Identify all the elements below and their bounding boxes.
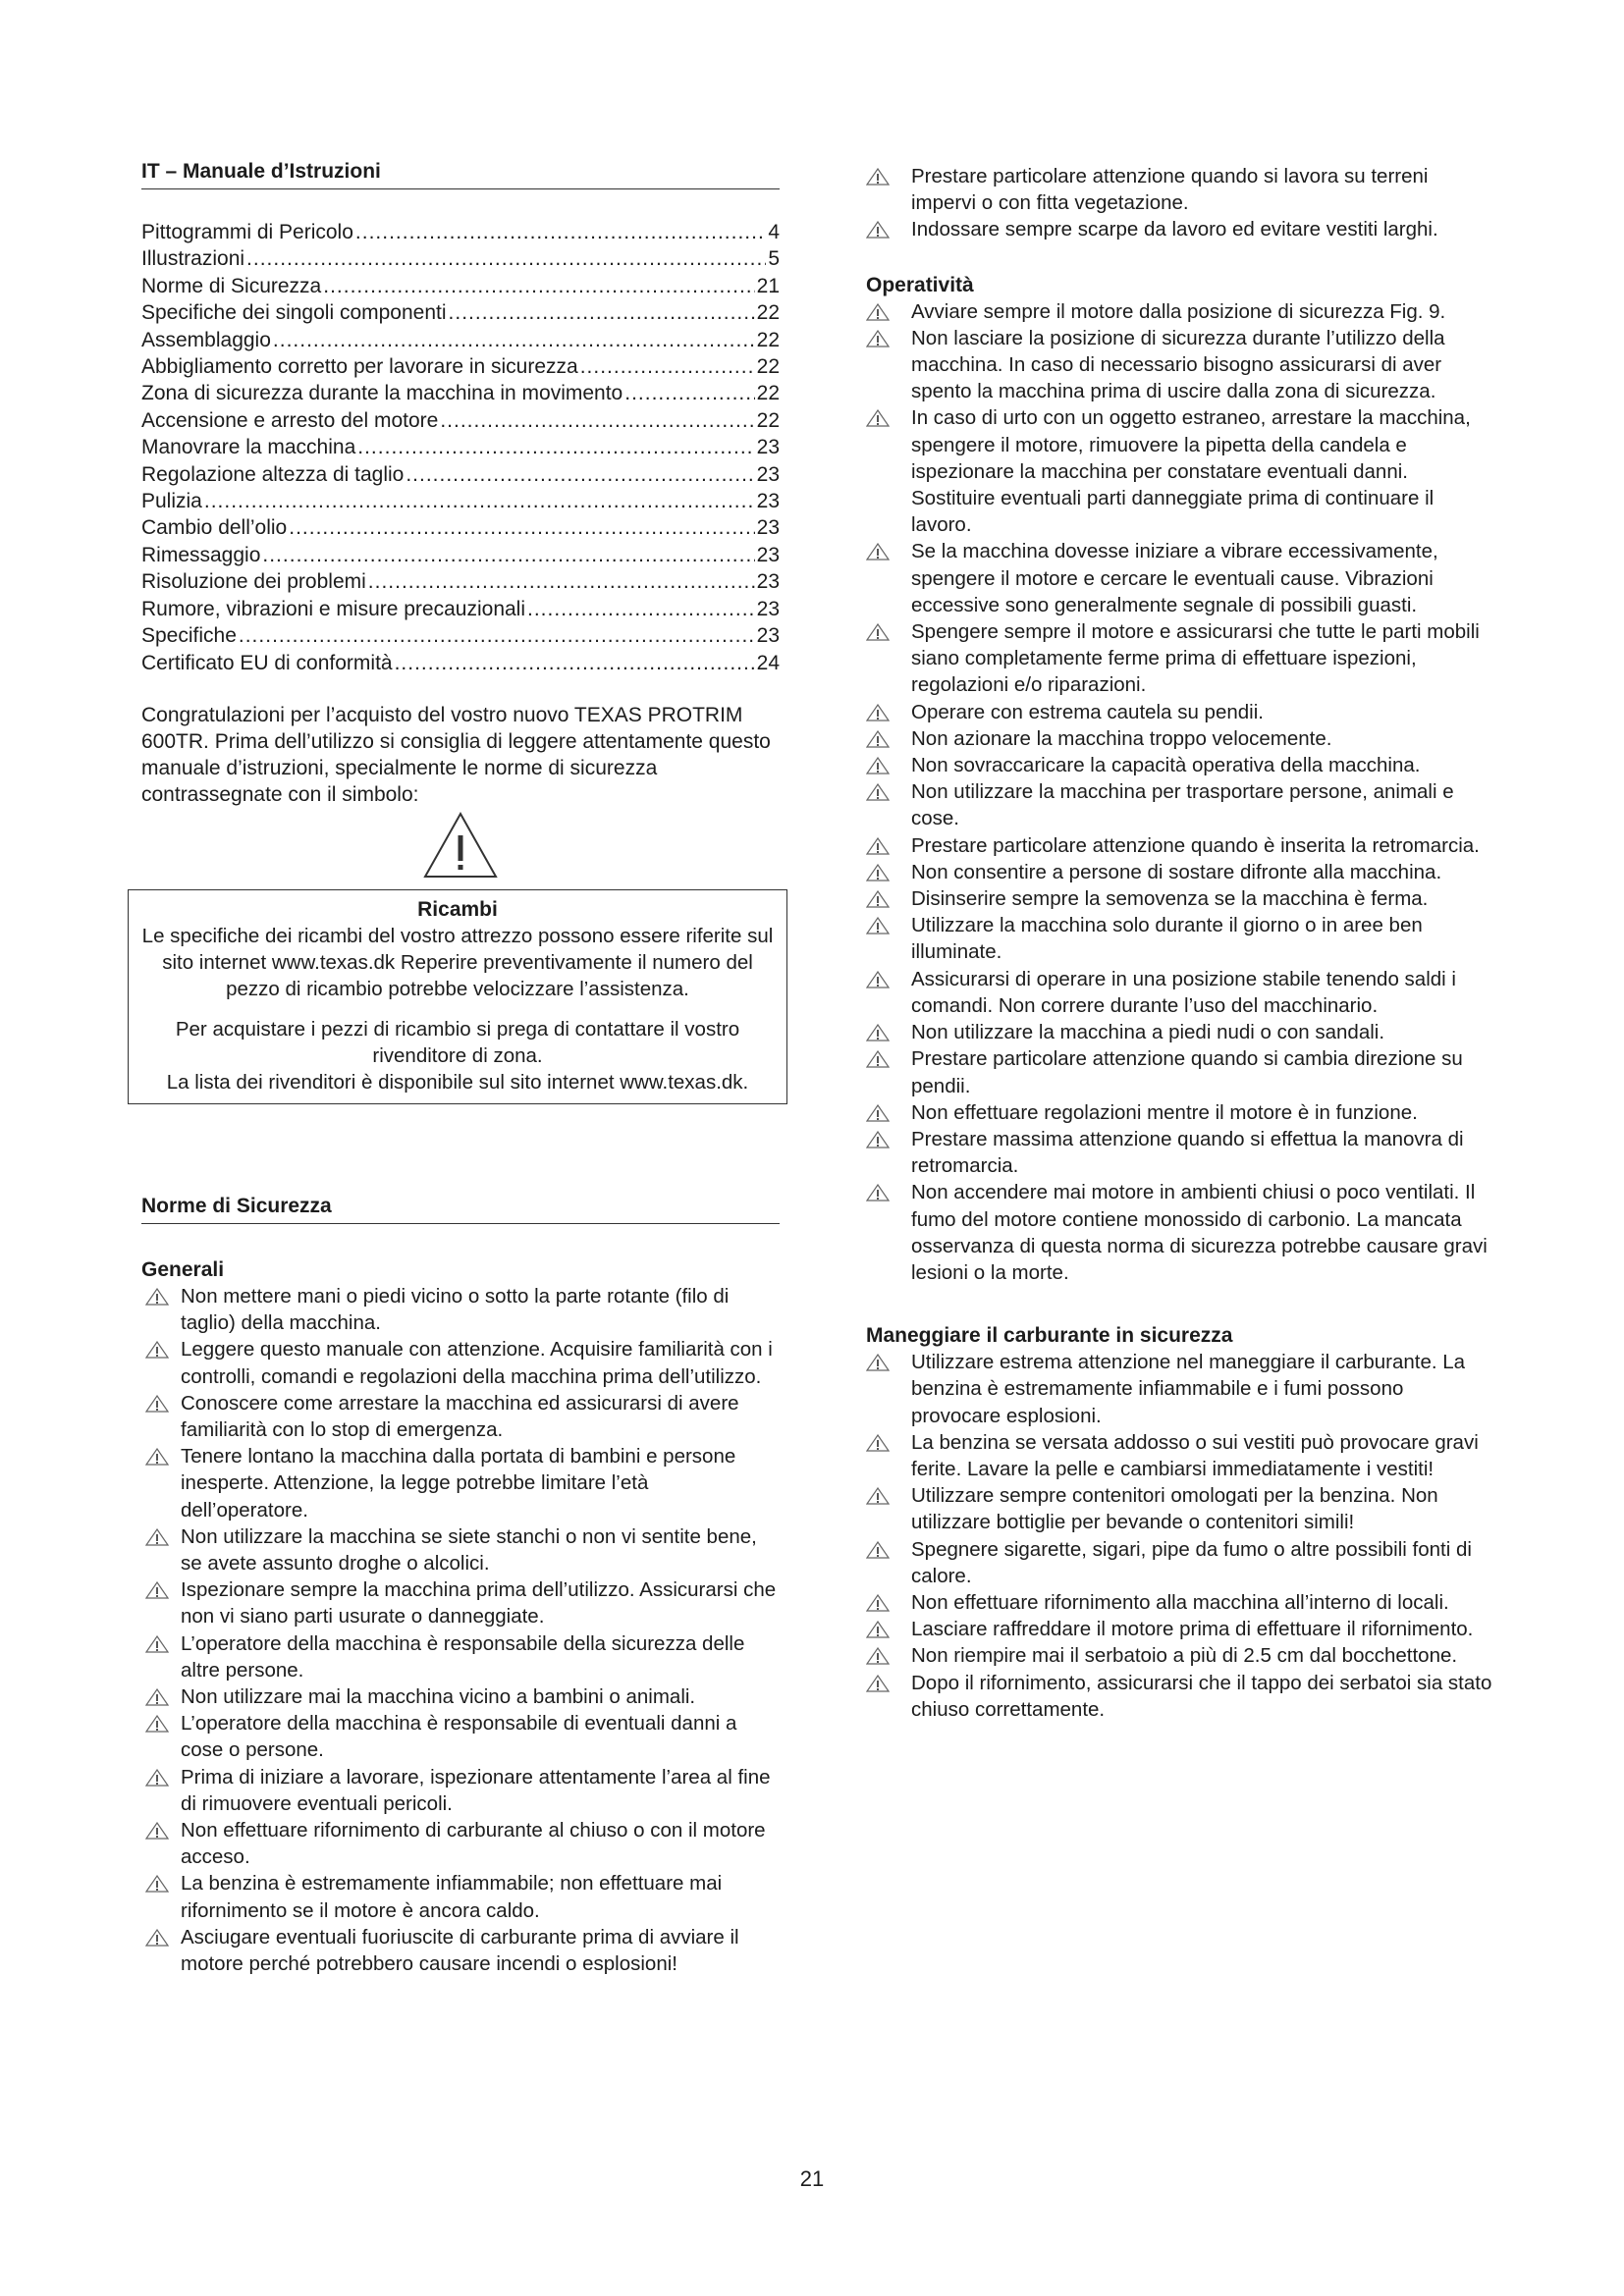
toc-page: 21 [756, 274, 780, 297]
norme-heading: Norme di Sicurezza [141, 1194, 780, 1224]
list-item-text: In caso di urto con un oggetto estraneo, arrestare la macchina, spengere il motore, rimuovere la pipetta della candela e ispezionare la macchina per constatare eventuali danni. Sostituire eventuali parti danneggiate prima di continuare il lavoro. [911, 406, 1471, 537]
list-item-text: L’operatore della macchina è responsabile di eventuali danni a cose o persone. [181, 1712, 737, 1762]
toc-title: Cambio dell’olio [141, 516, 288, 540]
warning-symbol-icon [141, 810, 780, 881]
list-item-text: Operare con estrema cautela su pendii. [911, 700, 1264, 723]
warning-icon [145, 1875, 169, 1893]
intro-paragraph: Congratulazioni per l’acquisto del vostro nuovo TEXAS PROTRIM 600TR. Prima dell’utilizzo si consiglia di leggere attentamente questo manuale d’istruzioni, specialmente le norme di sicurezza contrassegnate con il simbolo: [141, 703, 771, 806]
list-item-text: Prestare particolare attenzione quando è inserita la retromarcia. [911, 833, 1480, 857]
toc-leader [395, 650, 755, 676]
list-item-text: Avviare sempre il motore dalla posizione di sicurezza Fig. 9. [911, 299, 1446, 323]
list-item [866, 966, 1494, 1019]
list-item-text: Utilizzare estrema attenzione nel maneggiare il carburante. La benzina è estremamente infiammabile e i fumi possono provocare esplosioni. [911, 1351, 1466, 1427]
list-item-text: Prestare particolare attenzione quando si lavora su terreni impervi o con fitta vegetazione. [911, 165, 1429, 215]
list-item [141, 1443, 780, 1523]
list-item [866, 832, 1494, 859]
warning-icon [145, 1715, 169, 1733]
ricambi-text-1: Le specifiche dei ricambi del vostro attrezzo possono essere riferite sul sito internet www.texas.dk Reperire preventivamente il numero del pezzo di ricambio potrebbe velocizzare l’assistenza. [141, 925, 774, 1000]
list-item [866, 1019, 1494, 1045]
list-item [141, 1870, 780, 1923]
page-number: 21 [799, 2166, 825, 2191]
list-item [141, 1764, 780, 1817]
list-item [141, 1283, 780, 1336]
carburante-list [866, 1349, 1494, 1723]
toc-entry [141, 299, 780, 326]
list-item [866, 725, 1494, 752]
toc-entry [141, 650, 780, 676]
warning-icon [866, 623, 890, 641]
list-item-text: Utilizzare la macchina solo durante il giorno o in aree ben illuminate. [911, 914, 1423, 964]
toc-leader [246, 245, 766, 272]
table-of-contents [141, 219, 780, 676]
toc-page: 22 [756, 328, 780, 351]
list-item-text: Non azionare la macchina troppo velocemente. [911, 726, 1332, 750]
list-item-text: Leggere questo manuale con attenzione. Acquisire familiarità con i controlli, comandi e regolazioni della macchina prima dell’utilizzo. [181, 1338, 773, 1388]
operativita-list [866, 298, 1494, 1287]
toc-title: Pittogrammi di Pericolo [141, 221, 353, 243]
toc-entry [141, 542, 780, 568]
list-item [866, 885, 1494, 912]
list-item-text: Assicurarsi di operare in una posizione stabile tenendo saldi i comandi. Non correre durante l’uso del macchinario. [911, 967, 1456, 1017]
list-item [866, 778, 1494, 831]
list-item-text: Indossare sempre scarpe da lavoro ed evitare vestiti larghi. [911, 218, 1438, 241]
list-item-text: Prestare particolare attenzione quando si cambia direzione su pendii. [911, 1047, 1463, 1097]
toc-page: 23 [756, 570, 780, 594]
toc-entry [141, 219, 780, 245]
warning-icon [866, 1104, 890, 1122]
warning-icon [866, 1487, 890, 1505]
list-item [866, 1349, 1494, 1429]
list-item-text: Non utilizzare la macchina se siete stanchi o non vi sentite bene, se avete assunto droghe o alcolici. [181, 1524, 757, 1575]
list-item [141, 1710, 780, 1763]
list-item-text: Non utilizzare la macchina a piedi nudi o con sandali. [911, 1021, 1385, 1044]
toc-entry [141, 434, 780, 460]
list-item-text: Asciugare eventuali fuoriuscite di carburante prima di avviare il motore perché potrebbero causare incendi o esplosioni! [181, 1925, 739, 1976]
list-item [141, 1683, 780, 1710]
toc-title: Assemblaggio [141, 328, 271, 351]
warning-icon [866, 730, 890, 748]
warning-icon [866, 917, 890, 934]
list-item-text: Non consentire a persone di sostare difronte alla macchina. [911, 860, 1442, 883]
toc-leader [580, 353, 755, 380]
toc-page: 22 [756, 408, 780, 432]
warning-icon [866, 890, 890, 908]
warning-icon [866, 783, 890, 801]
toc-page: 4 [768, 221, 780, 243]
ricambi-text-3: La lista dei rivenditori è disponibile sul sito internet www.texas.dk. [166, 1071, 749, 1094]
list-item-text: Non utilizzare mai la macchina vicino a bambini o animali. [181, 1685, 696, 1709]
list-item [141, 1576, 780, 1629]
toc-entry [141, 407, 780, 434]
list-item [866, 1179, 1494, 1286]
toc-leader [273, 327, 755, 353]
toc-page: 23 [756, 462, 780, 486]
carburante-heading: Maneggiare il carburante in sicurezza [866, 1324, 1233, 1348]
toc-title: Pulizia [141, 490, 202, 513]
toc-entry [141, 380, 780, 406]
toc-page: 24 [756, 651, 780, 674]
toc-page: 23 [756, 624, 780, 648]
list-item [866, 618, 1494, 699]
warning-icon [866, 1354, 890, 1371]
warning-icon [145, 1581, 169, 1599]
toc-title: Rumore, vibrazioni e misure precauzionali [141, 597, 526, 620]
list-item-text: Prima di iniziare a lavorare, ispezionare attentamente l’area al fine di rimuovere eventuali pericoli. [181, 1765, 771, 1815]
list-item [141, 1924, 780, 1977]
list-item-text: Disinserire sempre la semovenza se la macchina è ferma. [911, 887, 1429, 911]
list-item [141, 1390, 780, 1443]
toc-title: Manovrare la macchina [141, 436, 356, 459]
toc-leader [440, 407, 754, 434]
list-item [866, 1616, 1494, 1642]
list-item [866, 912, 1494, 965]
toc-page: 22 [756, 355, 780, 379]
ricambi-title: Ricambi [417, 898, 498, 921]
list-item [866, 1642, 1494, 1669]
warning-icon [866, 757, 890, 774]
toc-title: Illustrazioni [141, 247, 245, 271]
list-item [866, 1126, 1494, 1179]
list-item-text: Spegnere sigarette, sigari, pipe da fumo o altre possibili fonti di calore. [911, 1537, 1472, 1587]
list-item [866, 404, 1494, 538]
toc-title: Abbigliamento corretto per lavorare in sicurezza [141, 355, 578, 379]
warning-icon [866, 1541, 890, 1559]
generali-list [141, 1283, 780, 1977]
list-item [866, 699, 1494, 725]
toc-entry [141, 245, 780, 272]
warning-icon [145, 1635, 169, 1653]
toc-title: Certificato EU di conformità [141, 651, 393, 674]
list-item-text: Lasciare raffreddare il motore prima di effettuare il rifornimento. [911, 1618, 1474, 1641]
toc-title: Risoluzione dei problemi [141, 570, 366, 594]
toc-page: 22 [756, 301, 780, 325]
warning-icon [866, 1647, 890, 1665]
warning-icon [145, 1341, 169, 1359]
warning-icon [145, 1822, 169, 1840]
warning-icon [145, 1448, 169, 1466]
toc-page: 23 [756, 490, 780, 513]
toc-title: Rimessaggio [141, 543, 261, 566]
toc-title: Specifiche dei singoli componenti [141, 301, 447, 325]
warning-icon [145, 1688, 169, 1706]
warning-icon [866, 303, 890, 321]
warning-icon [866, 1050, 890, 1068]
list-item [866, 1045, 1494, 1098]
list-item [141, 1523, 780, 1576]
toc-page: 23 [756, 543, 780, 566]
list-item [866, 1589, 1494, 1616]
warning-icon [866, 1594, 890, 1612]
warning-icon [866, 409, 890, 427]
list-item [866, 1482, 1494, 1535]
toc-leader [239, 622, 755, 649]
toc-entry [141, 622, 780, 649]
warning-icon [145, 1528, 169, 1546]
list-item [866, 538, 1494, 618]
list-item [866, 859, 1494, 885]
list-item-text: Non lasciare la posizione di sicurezza durante l’utilizzo della macchina. In caso di necessario bisogno assicurarsi di aver spento la macchina prima di uscire dalla zona di sicurezza. [911, 326, 1445, 403]
toc-leader [449, 299, 755, 326]
list-item [866, 1536, 1494, 1589]
toc-title: Zona di sicurezza durante la macchina in movimento [141, 382, 623, 405]
toc-entry [141, 353, 780, 380]
list-item-text: Conoscere come arrestare la macchina ed assicurarsi di avere familiarità con lo stop di emergenza. [181, 1391, 739, 1442]
toc-leader [624, 380, 754, 406]
left-column [141, 159, 780, 881]
warning-icon [866, 1675, 890, 1692]
operativita-heading: Operatività [866, 273, 974, 296]
list-item [866, 325, 1494, 405]
toc-title: Accensione e arresto del motore [141, 408, 439, 432]
list-item [141, 1336, 780, 1389]
toc-page: 5 [768, 247, 780, 271]
list-item-text: Dopo il rifornimento, assicurarsi che il tappo dei serbatoi sia stato chiuso correttamente. [911, 1671, 1492, 1721]
list-item-text: Non effettuare rifornimento di carburante al chiuso o con il motore acceso. [181, 1819, 766, 1869]
list-item [866, 298, 1494, 325]
warning-icon [866, 837, 890, 855]
toc-leader [368, 568, 755, 595]
list-item-text: Utilizzare sempre contenitori omologati per la benzina. Non utilizzare bottiglie per bevande o contenitori simili! [911, 1484, 1438, 1534]
warning-icon [866, 543, 890, 561]
list-item-text: Tenere lontano la macchina dalla portata di bambini e persone inesperte. Attenzione, la legge potrebbe limitare l’età dell’operatore. [181, 1445, 736, 1522]
list-item-text: Non accendere mai motore in ambienti chiusi o poco ventilati. Il fumo del motore contiene monossido di carbonio. La mancata osservanza di questa norma di sicurezza potrebbe causare gravi lesioni o la morte. [911, 1181, 1488, 1284]
toc-entry [141, 514, 780, 541]
warning-icon [866, 1621, 890, 1638]
list-item-text: L’operatore della macchina è responsabile della sicurezza delle altre persone. [181, 1631, 745, 1682]
right-column [866, 163, 1494, 1723]
list-item [866, 1099, 1494, 1126]
toc-leader [357, 434, 754, 460]
list-item [866, 163, 1494, 216]
ricambi-box [128, 889, 787, 1104]
warning-icon [145, 1929, 169, 1947]
list-item-text: Prestare massima attenzione quando si effettua la manovra di retromarcia. [911, 1127, 1464, 1178]
list-item-text: Non effettuare regolazioni mentre il motore è in funzione. [911, 1100, 1418, 1124]
toc-entry [141, 596, 780, 622]
toc-leader [323, 273, 754, 299]
list-item [141, 1817, 780, 1870]
warning-icon [866, 864, 890, 881]
toc-leader [289, 514, 754, 541]
toc-page: 23 [756, 597, 780, 620]
list-item [866, 1670, 1494, 1723]
ricambi-text-2: Per acquistare i pezzi di ricambio si prega di contattare il vostro rivenditore di zona. [175, 1018, 740, 1067]
toc-leader [406, 461, 754, 488]
list-item [141, 1630, 780, 1683]
list-item [866, 1429, 1494, 1482]
warning-icon [145, 1769, 169, 1787]
toc-entry [141, 568, 780, 595]
toc-leader [527, 596, 755, 622]
list-item-text: Ispezionare sempre la macchina prima dell’utilizzo. Assicurarsi che non vi siano parti usurate o danneggiate. [181, 1578, 777, 1629]
toc-title: Norme di Sicurezza [141, 274, 322, 297]
warning-icon [866, 1024, 890, 1041]
list-item-text: La benzina se versata addosso o sui vestiti può provocare gravi ferite. Lavare la pelle e cambiarsi immediatamente i vestiti! [911, 1430, 1479, 1480]
manual-heading: IT – Manuale d’Istruzioni [141, 159, 780, 189]
toc-entry [141, 461, 780, 488]
warning-icon [866, 704, 890, 721]
norme-section [141, 1194, 780, 1977]
warning-icon [145, 1395, 169, 1413]
warning-icon [866, 1434, 890, 1452]
generali-heading: Generali [141, 1258, 225, 1281]
warning-icon [866, 168, 890, 186]
list-item-text: Non mettere mani o piedi vicino o sotto la parte rotante (filo di taglio) della macchina. [181, 1285, 730, 1335]
list-item-text: La benzina è estremamente infiammabile; non effettuare mai rifornimento se il motore è ancora caldo. [181, 1872, 723, 1922]
list-item [866, 216, 1494, 242]
warning-icon [145, 1288, 169, 1306]
list-item-text: Se la macchina dovesse iniziare a vibrare eccessivamente, spengere il motore e cercare le eventuali cause. Vibrazioni eccessive sono generalmente segnale di possibili guasti. [911, 540, 1438, 616]
top-list [866, 163, 1494, 243]
toc-page: 23 [756, 516, 780, 540]
list-item-text: Spengere sempre il motore e assicurarsi che tutte le parti mobili siano completamente ferme prima di effettuare ispezioni, regolazioni e/o riparazioni. [911, 620, 1480, 697]
list-item-text: Non effettuare rifornimento alla macchina all’interno di locali. [911, 1590, 1449, 1614]
list-item-text: Non utilizzare la macchina per trasportare persone, animali e cose. [911, 780, 1454, 830]
warning-icon [866, 330, 890, 347]
toc-title: Specifiche [141, 624, 237, 648]
warning-icon [866, 971, 890, 988]
toc-leader [204, 488, 755, 514]
list-item-text: Non sovraccaricare la capacità operativa della macchina. [911, 754, 1421, 777]
list-item-text: Non riempire mai il serbatoio a più di 2.5 cm dal bocchettone. [911, 1644, 1458, 1668]
warning-icon [866, 221, 890, 239]
toc-entry [141, 488, 780, 514]
toc-page: 23 [756, 436, 780, 459]
warning-icon [866, 1131, 890, 1148]
list-item [866, 752, 1494, 778]
toc-leader [262, 542, 754, 568]
toc-entry [141, 273, 780, 299]
toc-entry [141, 327, 780, 353]
toc-leader [355, 219, 766, 245]
warning-icon [866, 1184, 890, 1201]
toc-page: 22 [756, 382, 780, 405]
toc-title: Regolazione altezza di taglio [141, 462, 405, 486]
